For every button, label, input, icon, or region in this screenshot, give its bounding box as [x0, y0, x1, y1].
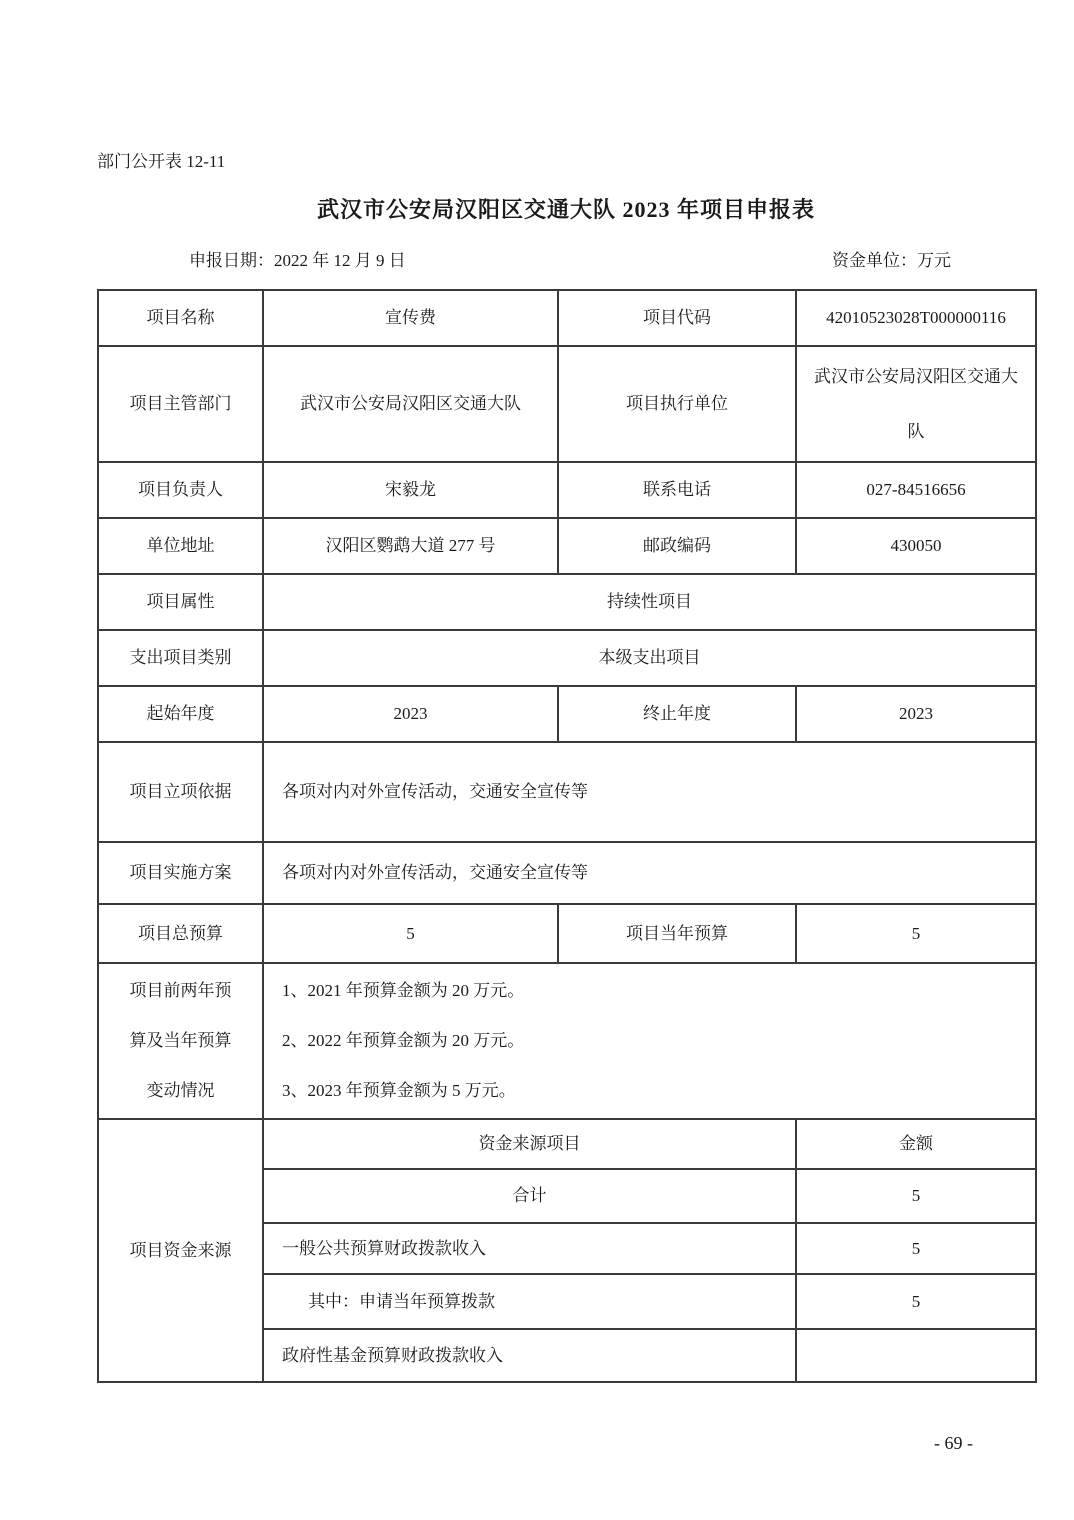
budget-history-cell	[263, 963, 1036, 1119]
row-category	[98, 630, 1036, 686]
basis-label: 项目立项依据	[98, 742, 263, 842]
category-label: 支出项目类别	[98, 630, 263, 686]
plan-value: 各项对内对外宣传活动，交通安全宣传等	[263, 842, 1036, 904]
funding-amount-gov-fund	[796, 1329, 1036, 1382]
document-content	[97, 150, 1035, 1455]
row-basis	[98, 742, 1036, 842]
year-budget-value: 5	[796, 904, 1036, 963]
funding-item-public-budget: 一般公共预算财政拨款收入	[263, 1223, 796, 1274]
funding-header-item: 资金来源项目	[263, 1119, 796, 1169]
row-department	[98, 346, 1036, 462]
exec-unit-label: 项目执行单位	[558, 346, 796, 462]
declaration-date: 申报日期：2022 年 12 月 9 日	[189, 251, 406, 270]
attribute-value: 持续性项目	[263, 574, 1036, 630]
budget-history-label: 项目前两年预算及当年预算变动情况	[98, 963, 263, 1119]
basis-value: 各项对内对外宣传活动，交通安全宣传等	[263, 742, 1036, 842]
phone-value: 027-84516656	[796, 462, 1036, 518]
project-code-value: 42010523028T000000116	[796, 290, 1036, 346]
budget-history-line: 2、2022 年预算金额为 20 万元。	[282, 1031, 525, 1050]
project-name-value: 宣传费	[263, 290, 558, 346]
address-label: 单位地址	[98, 518, 263, 574]
address-value: 汉阳区鹦鹉大道 277 号	[263, 518, 558, 574]
category-value: 本级支出项目	[263, 630, 1036, 686]
row-years	[98, 686, 1036, 742]
funding-header-amount: 金额	[796, 1119, 1036, 1169]
total-budget-value: 5	[263, 904, 558, 963]
page-number: - 69 -	[934, 1433, 973, 1453]
funding-amount-public-budget: 5	[796, 1223, 1036, 1274]
row-budget-history	[98, 963, 1036, 1119]
dept-value: 武汉市公安局汉阳区交通大队	[263, 346, 558, 462]
year-budget-label: 项目当年预算	[558, 904, 796, 963]
postcode-label: 邮政编码	[558, 518, 796, 574]
fund-unit: 资金单位：万元	[832, 251, 951, 270]
row-plan	[98, 842, 1036, 904]
project-code-label: 项目代码	[558, 290, 796, 346]
row-attribute	[98, 574, 1036, 630]
row-leader	[98, 462, 1036, 518]
row-address	[98, 518, 1036, 574]
budget-history-line: 3、2023 年预算金额为 5 万元。	[282, 1081, 516, 1100]
funding-amount-total: 5	[796, 1169, 1036, 1223]
total-budget-label: 项目总预算	[98, 904, 263, 963]
phone-label: 联系电话	[558, 462, 796, 518]
attribute-label: 项目属性	[98, 574, 263, 630]
leader-label: 项目负责人	[98, 462, 263, 518]
project-name-label: 项目名称	[98, 290, 263, 346]
postcode-value: 430050	[796, 518, 1036, 574]
funding-item-current-year: 其中：申请当年预算拨款	[263, 1274, 796, 1329]
funding-source-label: 项目资金来源	[98, 1119, 263, 1382]
budget-history-line: 1、2021 年预算金额为 20 万元。	[282, 981, 525, 1000]
funding-item-gov-fund: 政府性基金预算财政拨款收入	[263, 1329, 796, 1382]
row-project-name	[98, 290, 1036, 346]
funding-item-total: 合计	[263, 1169, 796, 1223]
row-funding-header	[98, 1119, 1036, 1169]
doc-label: 部门公开表 12-11	[97, 152, 226, 171]
end-year-label: 终止年度	[558, 686, 796, 742]
page-title: 武汉市公安局汉阳区交通大队 2023 年项目申报表	[316, 197, 815, 222]
start-year-value: 2023	[263, 686, 558, 742]
funding-amount-current-year: 5	[796, 1274, 1036, 1329]
end-year-value: 2023	[796, 686, 1036, 742]
start-year-label: 起始年度	[98, 686, 263, 742]
row-budget	[98, 904, 1036, 963]
project-application-table	[97, 289, 1037, 1383]
dept-label: 项目主管部门	[98, 346, 263, 462]
plan-label: 项目实施方案	[98, 842, 263, 904]
meta-row	[97, 248, 1035, 274]
leader-value: 宋毅龙	[263, 462, 558, 518]
exec-unit-value: 武汉市公安局汉阳区交通大队	[796, 346, 1036, 462]
